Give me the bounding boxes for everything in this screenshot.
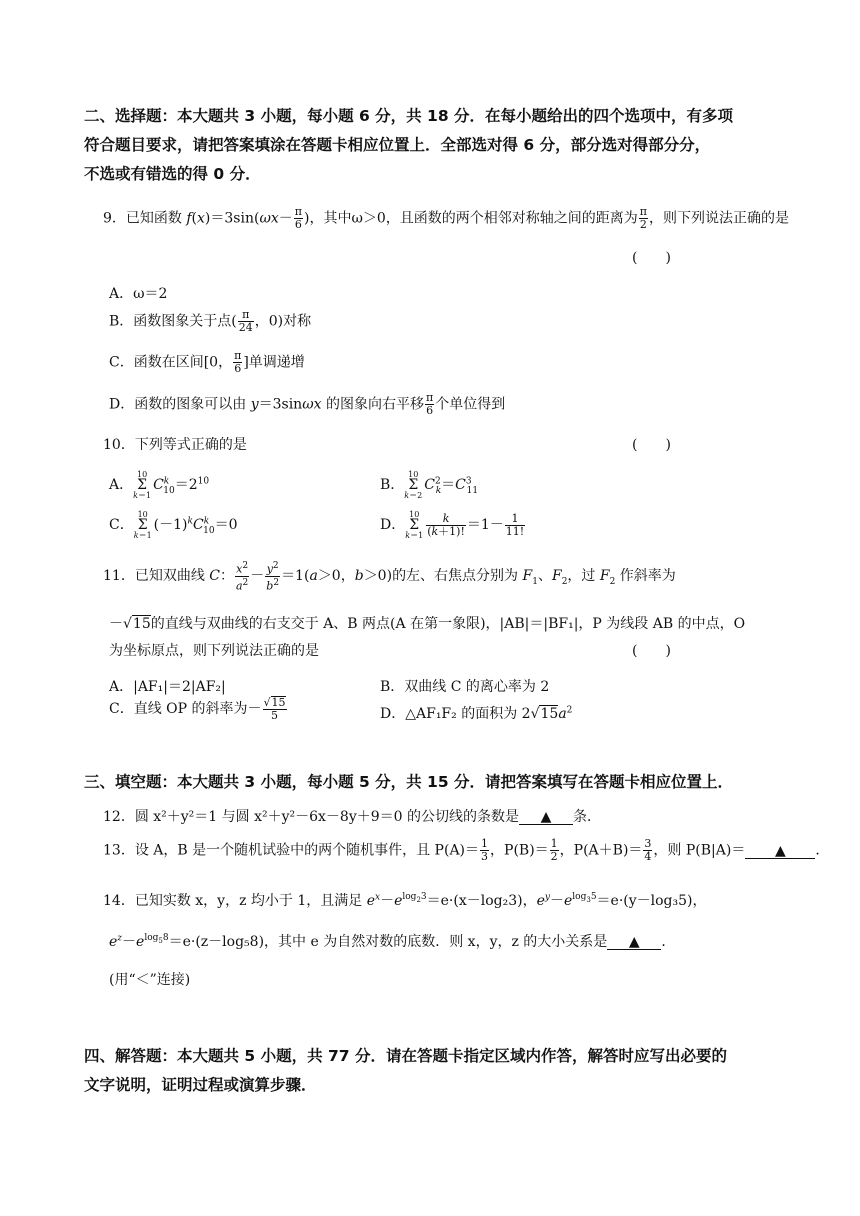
question-10-option-a: A．10 Σ $k=1C^k_{10}=2^{10}$ [109,470,210,500]
section4-heading [84,1044,727,1098]
question-11-line3: 为坐标原点，则下列说法正确的是 [109,643,319,659]
question-14-line3: (用“＜”连接) [109,972,191,988]
question-12: 12．圆 x²＋y²＝1 与圆 x²＋y²－6x－8y＋9＝0 的公切线的条数是 ▲ 条． [103,809,602,825]
question-9-option-b: B．函数图象关于点( $\frac{\pi}{24}$ ，0)对称 [109,308,312,334]
question-10-answer-paren: ( ) [632,437,671,453]
question-11-option-c: C．直线 OP 的斜率为－ $\frac{√15}{5}$ [109,696,286,722]
fraction-pi-over-6: $\frac{\pi}{6}$ [294,205,302,231]
question-9-option-a: A．ω＝2 [109,286,168,302]
question-11-line2: －√15的直线与双曲线的右支交于 A、B 两点(A 在第一象限)，|AB|＝|BF₁|，P 为线段 AB 的中点，O [109,616,746,632]
question-9-stem: 9．已知函数 f(x)＝3sin(ωx－ $\frac{\pi}{6}$ )，其中ω＞0，且函数的两个相邻对称轴之间的距离为 $\frac{\pi}{2}$ ，则下列说法正确的是 [103,205,790,231]
question-11-option-a: A．|AF₁|＝2|AF₂| [109,679,226,695]
question-9-answer-paren: ( ) [632,250,671,266]
section2-line3: 不选或有错选的得 0 分． [84,165,261,183]
question-10-option-d: D．10 Σ k＝1 $\frac{k}{(k+1)!}$ ＝1－ $\frac{1}{11!}$ [380,510,525,540]
question-14-line1: 14．已知实数 x，y，z 均小于 1，且满足 $e^x-e^{log_23}=e\cdot(x-\log_23)$，$e^y-e^{log_35}=e\cdot(y-\log_35)$， [103,892,707,909]
question-11-stem: 11．已知双曲线 C： $\frac{x^2}{a^2}$ － $\frac{y^2}{b^2}$ ＝1(a＞0，b＞0)的左、右焦点分别为 $F_1$、$F_2$，过 $F_2$ 作斜率为 [103,561,676,593]
answer-blank-12: ▲ [519,810,573,825]
question-10-stem: 10．下列等式正确的是 [103,437,247,453]
question-9-option-d: D．函数的图象可以由 y＝3sinωx 的图象向右平移 $\frac{\pi}{6}$ 个单位得到 [109,391,506,417]
question-11-answer-paren: ( ) [632,643,671,659]
answer-blank-14: ▲ [607,935,661,950]
question-13: 13．设 A，B 是一个随机试验中的两个随机事件，且 P(A)＝ $\frac{1}{3}$ ，P(B)＝ $\frac{1}{2}$ ，P(A＋B)＝ $\frac{3}{4}$ ，则 P(B|A)＝ ▲ ． [103,837,830,863]
question-10-option-b: B．10 Σ $k=2C^2_k=C^3_{11}$ [380,470,479,500]
question-9-option-c: C．函数在区间[0， $\frac{\pi}{6}$ ]单调递增 [109,349,305,375]
question-10-option-c: C．10 Σ $k=1(-1)^kC^k_{10}=0$ [109,510,238,540]
section2-heading [84,104,733,187]
section2-line1: 二、选择题：本大题共 3 小题，每小题 6 分，共 18 分．在每小题给出的四个选项中，有多项 [84,107,734,125]
section2-line2: 符合题目要求，请把答案填涂在答题卡相应位置上．全部选对得 6 分，部分选对得部分分， [84,136,711,154]
fraction-pi-over-2: $\frac{\pi}{2}$ [639,205,648,231]
question-14-line2: $e^z-e^{log_58}=e\cdot(z-\log_58)$，其中 e 为自然对数的底数．则 x，y，z 的大小关系是 ▲ ． [109,933,676,950]
section3-heading: 三、填空题：本大题共 3 小题，每小题 5 分，共 15 分．请把答案填写在答题卡相应位置上． [84,773,734,791]
section4-line2: 文字说明，证明过程或演算步骤． [84,1076,317,1094]
answer-blank-13: ▲ [745,844,815,859]
question-11-option-d: D．△AF₁F₂ 的面积为 $2√15a^2$ [380,705,573,722]
question-11-option-b: B．双曲线 C 的离心率为 2 [380,679,550,695]
section4-line1: 四、解答题：本大题共 5 小题，共 77 分．请在答题卡指定区域内作答，解答时应写出必要的 [84,1047,727,1065]
